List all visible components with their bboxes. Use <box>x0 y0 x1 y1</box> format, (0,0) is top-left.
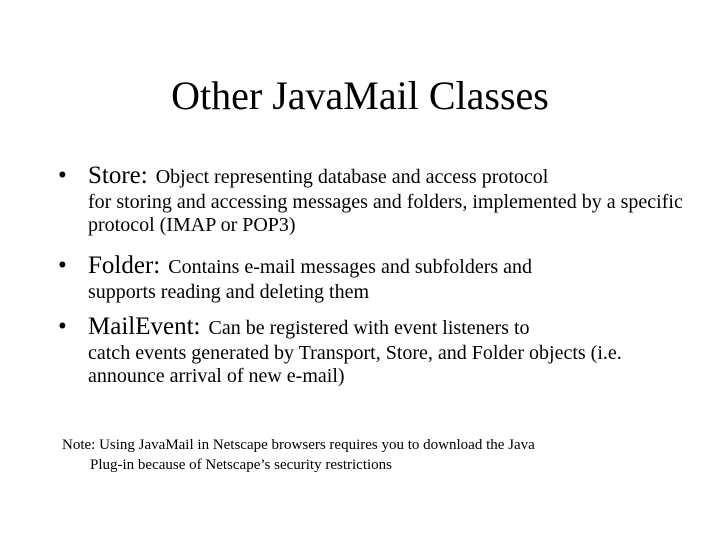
bullet-marker: • <box>58 252 67 279</box>
slide-title: Other JavaMail Classes <box>171 73 549 118</box>
bullet-term: MailEvent <box>88 313 194 340</box>
bullet-colon: : <box>140 162 148 189</box>
bullet-first-line <box>88 251 532 284</box>
bullet-colon: : <box>193 313 201 340</box>
bullet-term: Store <box>88 162 141 189</box>
bullet-term: Folder <box>88 252 154 279</box>
bullet-colon: : <box>153 252 161 279</box>
bullet-first-line <box>88 312 530 345</box>
bullet-marker: • <box>58 162 67 189</box>
bullet-first-line <box>88 161 548 194</box>
bullet-marker: • <box>58 313 67 340</box>
bullet-description: Contains e-mail messages and subfolders and <box>168 256 533 278</box>
bullet-continuation: catch events generated by Transport, Store, and Folder objects (i.e. announce arrival of new e-mail) <box>88 342 622 387</box>
footnote-line-1: Note: Using JavaMail in Netscape browsers requires you to download the Java <box>62 437 535 453</box>
bullet-continuation: for storing and accessing messages and folders, implemented by a specific protocol (IMAP or POP3) <box>88 191 683 236</box>
bullet-description: Object representing database and access protocol <box>155 166 549 188</box>
bullet-description: Can be registered with event listeners to <box>208 317 530 339</box>
footnote <box>62 435 702 475</box>
footnote-line-2: Plug-in because of Netscape’s security restrictions <box>90 457 392 473</box>
bullet-continuation: supports reading and deleting them <box>88 281 370 303</box>
